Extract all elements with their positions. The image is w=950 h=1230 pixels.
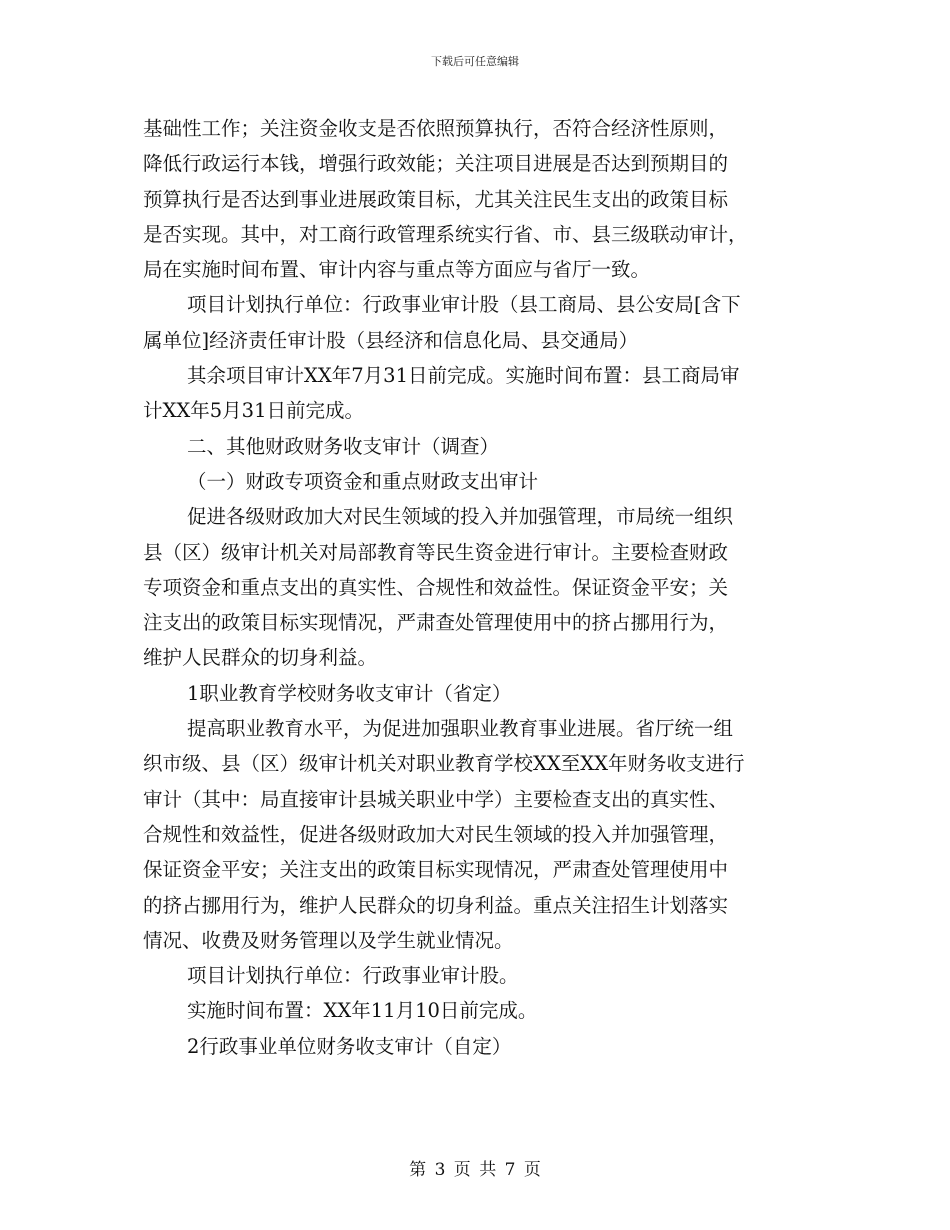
text-line: 促进各级财政加大对民生领域的投入并加强管理，市局统一组织: [187, 505, 734, 529]
text-line: 预算执行是否达到事业进展政策目标，尤其关注民生支出的政策目标: [143, 187, 729, 211]
page-footer: 第 3 页 共 7 页: [409, 1160, 541, 1180]
text-line: 1职业教育学校财务收支审计（省定）: [187, 681, 512, 705]
page-header: 下载后可任意编辑: [431, 55, 519, 68]
text-line: 属单位]经济责任审计股（县经济和信息化局、县交通局）: [143, 328, 639, 352]
text-line: 保证资金平安；关注支出的政策目标实现情况，严肃查处管理使用中: [143, 858, 729, 882]
text-line: 县（区）级审计机关对局部教育等民生资金进行审计。主要检查财政: [143, 540, 729, 564]
text-line: 项目计划执行单位：行政事业审计股。: [187, 964, 519, 988]
text-line: 项目计划执行单位：行政事业审计股（县工商局、县公安局[含下: [187, 293, 741, 317]
text-line: （一）财政专项资金和重点财政支出审计: [187, 469, 539, 493]
document-body: [143, 111, 811, 1064]
text-line: 降低行政运行本钱，增强行政效能；关注项目进展是否达到预期目的: [143, 152, 729, 176]
text-line: 2行政事业单位财务收支审计（自定）: [187, 1034, 512, 1058]
text-line: 专项资金和重点支出的真实性、合规性和效益性。保证资金平安；关: [143, 575, 729, 599]
text-line: 织市级、县（区）级审计机关对职业教育学校XX至XX年财务收支进行: [143, 752, 745, 776]
text-line: 实施时间布置：XX年11月10日前完成。: [187, 999, 538, 1023]
text-line: 合规性和效益性，促进各级财政加大对民生领域的投入并加强管理，: [143, 822, 729, 846]
text-line: 其余项目审计XX年7月31日前完成。实施时间布置：县工商局审: [187, 364, 740, 388]
text-line: 基础性工作；关注资金收支是否依照预算执行，否符合经济性原则，: [143, 117, 729, 140]
text-line: 维护人民群众的切身利益。: [143, 646, 378, 670]
text-line: 注支出的政策目标实现情况，严肃查处管理使用中的挤占挪用行为，: [143, 611, 729, 635]
text-line: 提高职业教育水平，为促进加强职业教育事业进展。省厅统一组: [187, 717, 734, 741]
text-line: 的挤占挪用行为，维护人民群众的切身利益。重点关注招生计划落实: [143, 893, 729, 917]
text-line: 局在实施时间布置、审计内容与重点等方面应与省厅一致。: [143, 258, 651, 282]
text-line: 审计（其中：局直接审计县城关职业中学）主要检查支出的真实性、: [143, 787, 729, 811]
text-line: 情况、收费及财务管理以及学生就业情况。: [143, 928, 514, 952]
text-line: 是否实现。其中，对工商行政管理系统实行省、市、县三级联动审计，: [143, 222, 748, 246]
text-line: 计XX年5月31日前完成。: [143, 399, 364, 423]
text-line: 二、其他财政财务收支审计（调查）: [187, 434, 500, 458]
